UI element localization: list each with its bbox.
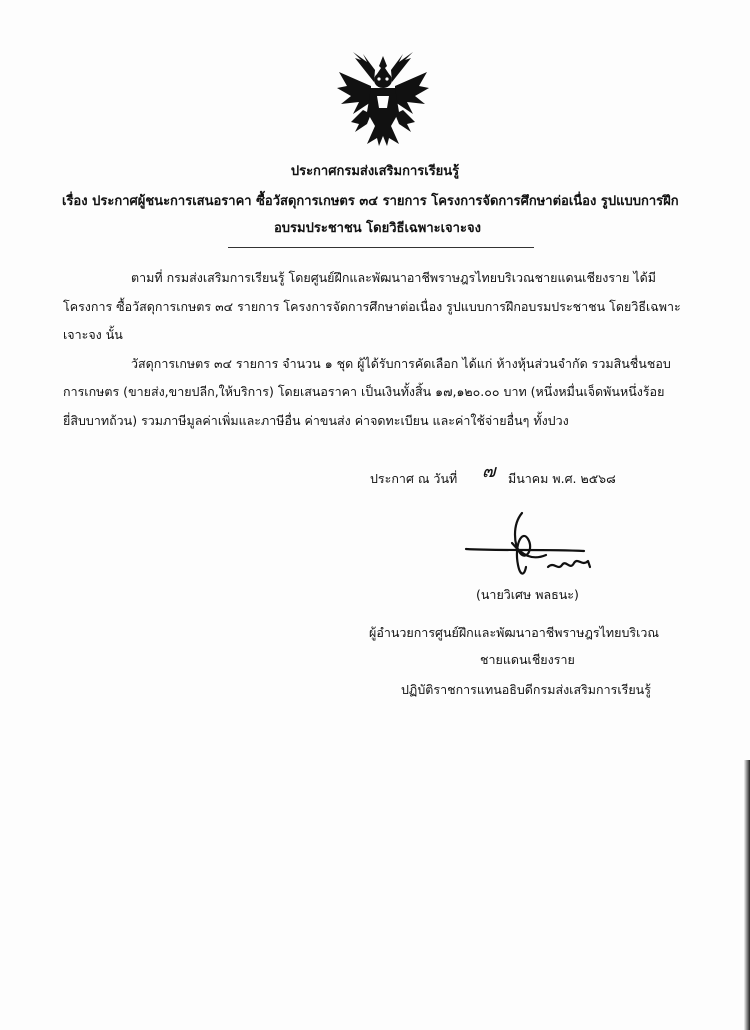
handwritten-signature [462, 505, 602, 585]
paragraph-2-line-2: การเกษตร (ขายส่ง,ขายปลีก,ให้บริการ) โดยเสนอราคา เป็นเงินทั้งสิ้น ๑๗,๑๒๐.๐๐ บาท (หนึ่งหมื่นเจ็ดพันหนึ่งร้อย [63, 384, 665, 399]
paragraph-1-line-1: ตามที่ กรมส่งเสริมการเรียนรู้ โดยศูนย์ฝึกและพัฒนาอาชีพราษฎรไทยบริเวณชายแดนเชียงราย ได้มี [131, 270, 657, 285]
subject-line-1: เรื่อง ประกาศผู้ชนะการเสนอราคา ซื้อวัสดุการเกษตร ๓๔ รายการ โครงการจัดการศึกษาต่อเนื่อง รูปแบบการฝึก [62, 194, 679, 209]
paragraph-2-line-3: ยี่สิบบาทถ้วน) รวมภาษีมูลค่าเพิ่มและภาษีอื่น ค่าขนส่ง ค่าจดทะเบียน และค่าใช้จ่ายอื่นๆ ทั้งปวง [63, 413, 569, 428]
paragraph-1-line-2: โครงการ ซื้อวัสดุการเกษตร ๓๔ รายการ โครงการจัดการศึกษาต่อเนื่อง รูปแบบการฝึกอบรมประชาชน โดยวิธีเฉพาะ [63, 299, 681, 314]
announce-date-prefix: ประกาศ ณ วันที่ [370, 471, 458, 486]
signatory-title-1: ผู้อำนวยการศูนย์ฝึกและพัฒนาอาชีพราษฎรไทยบริเวณ [369, 625, 659, 640]
paragraph-1-line-3: เจาะจง นั้น [63, 327, 123, 342]
header-divider [228, 247, 534, 248]
subject-line-2: อบรมประชาชน โดยวิธีเฉพาะเจาะจง [274, 221, 481, 236]
garuda-emblem [333, 52, 433, 148]
announce-date-month-year: มีนาคม พ.ศ. ๒๕๖๘ [508, 471, 616, 486]
paragraph-2-line-1: วัสดุการเกษตร ๓๔ รายการ จำนวน ๑ ชุด ผู้ได้รับการคัดเลือก ได้แก่ ห้างหุ้นส่วนจำกัด รวมสินชื่นชอบ [131, 356, 671, 371]
signatory-name: (นายวิเศษ พลธนะ) [476, 587, 579, 602]
signatory-title-3: ปฏิบัติราชการแทนอธิบดีกรมส่งเสริมการเรียนรู้ [401, 682, 651, 697]
page-edge-shadow [744, 760, 750, 1030]
announce-date-day: ๗ [482, 461, 496, 482]
announcement-org-title: ประกาศกรมส่งเสริมการเรียนรู้ [290, 164, 460, 179]
signatory-title-2: ชายแดนเชียงราย [480, 652, 575, 667]
